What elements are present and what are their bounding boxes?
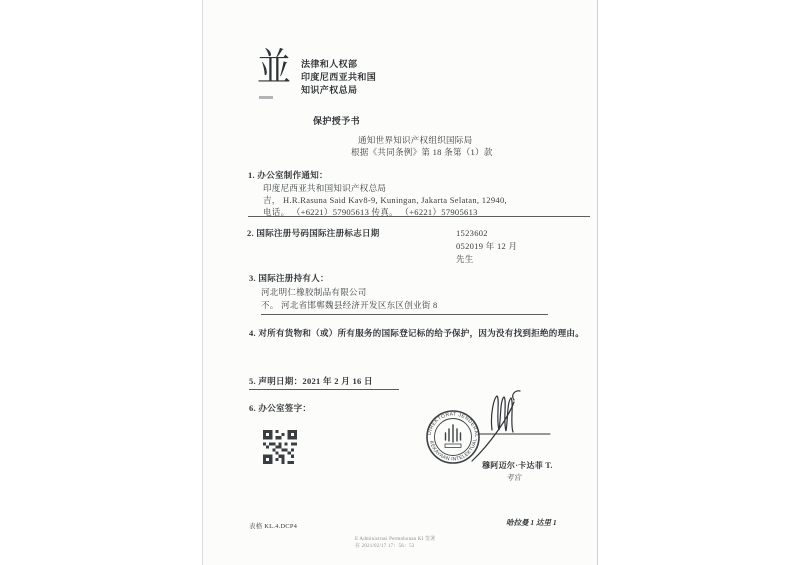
- ministry-logo: 並: [257, 47, 291, 90]
- seal-top-text: DIREKTORAT JENDERAL: [426, 411, 480, 438]
- seal-bottom-text: KEKAYAAN INTELEKTUAL: [427, 437, 479, 463]
- ministry-line: 法律和人权部: [301, 59, 358, 69]
- section-1-line: 电话。 （+6221）57905613 传真。 （+6221）57905613: [263, 207, 478, 217]
- notice-line-2: 根据《共同条例》第 18 条第（1）款: [351, 147, 493, 157]
- registration-salutation: 先生: [456, 254, 474, 264]
- ministry-line: 知识产权总局: [301, 85, 358, 95]
- page-number-label: 哈拉曼 1 达里 1: [506, 518, 557, 527]
- ministry-line: 印度尼西亚共和国: [301, 72, 377, 82]
- ministry-name-block: [301, 60, 376, 99]
- holder-address: 不。 河北省邯郸魏县经济开发区东区创业街 8: [261, 300, 438, 310]
- notice-line-1: 通知世界知识产权组织国际局: [358, 135, 473, 145]
- section-1-line: 吉， H.R.Rasuna Said Kav8-9, Kuningan, Jakarta Selatan, 12940,: [263, 195, 507, 205]
- section-3-heading: 3. 国际注册持有人：: [249, 273, 329, 283]
- section-4-heading: 4. 对所有货物和（或）所有服务的国际登记标的给予保护，因为没有找到拒绝的理由。: [249, 328, 585, 338]
- document-title: 保护授予书: [313, 116, 361, 126]
- qr-code: [263, 430, 297, 464]
- section-3-rule: [261, 314, 548, 315]
- section-2-heading: 2. 国际注册号码国际注册标志日期: [247, 228, 380, 238]
- registration-number: 1523602: [456, 228, 488, 238]
- section-1-rule: [248, 216, 590, 217]
- holder-name: 河北明仁橡胶制品有限公司: [261, 287, 367, 297]
- section-1-line: 印度尼西亚共和国知识产权总局: [263, 183, 387, 193]
- signer-name: 穆阿迈尔·卡达菲 T.: [482, 461, 553, 470]
- section-6-heading: 6. 办公室签字：: [249, 403, 312, 413]
- esignature-note: [355, 536, 435, 550]
- signer-title: 考官: [506, 473, 521, 482]
- logo-caption-illegible: [259, 96, 273, 99]
- registration-date: 052019 年 12 月: [456, 241, 518, 251]
- section-1-heading: 1. 办公室制作通知：: [248, 170, 328, 180]
- form-code: 表格 KL.4.DCP4: [249, 523, 298, 530]
- signature: [458, 386, 558, 466]
- esignature-note-line: 在 2021/02/17 17：56：53: [355, 544, 415, 549]
- document-page: [202, 0, 598, 565]
- section-5-heading: 5. 声明日期：2021 年 2 月 16 日: [249, 377, 373, 390]
- esignature-note-line: E Administrasi Permohonan KI 签署: [355, 537, 436, 542]
- section-5-rule: [249, 389, 399, 390]
